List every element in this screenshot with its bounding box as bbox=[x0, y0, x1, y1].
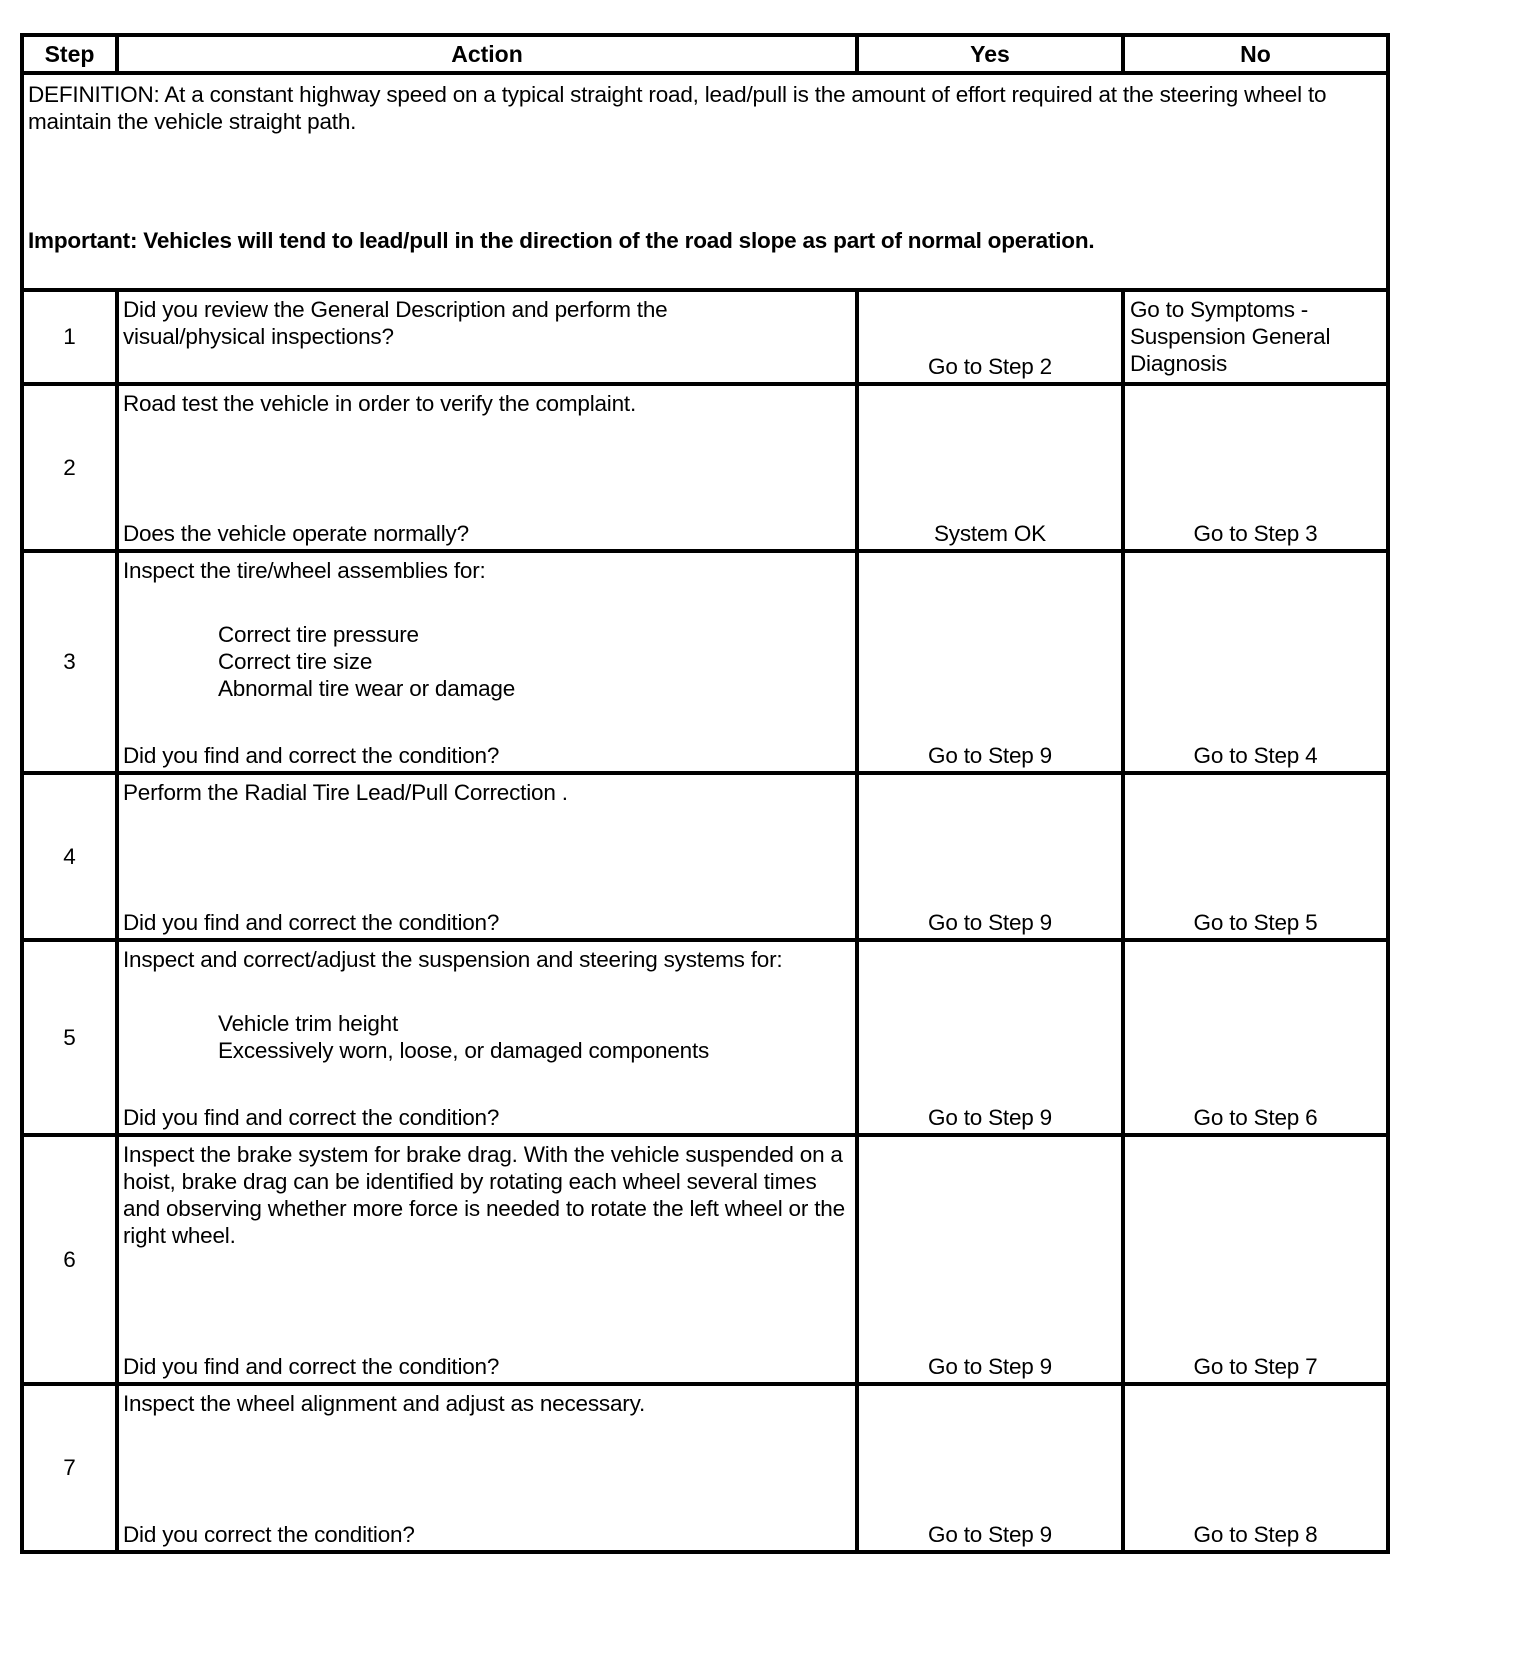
step-number: 7 bbox=[63, 1455, 76, 1480]
step-number: 1 bbox=[63, 324, 76, 349]
action-instruction: Inspect the tire/wheel assemblies for: bbox=[123, 558, 486, 583]
action-cell bbox=[117, 1384, 857, 1552]
no-cell bbox=[1123, 773, 1388, 940]
table-border-bottom bbox=[22, 1550, 1388, 1554]
definition-row bbox=[22, 73, 1388, 290]
header-row bbox=[22, 35, 1388, 73]
yes-link[interactable]: Go to Step 9 bbox=[928, 910, 1052, 935]
row-divider bbox=[22, 382, 1388, 386]
row-divider bbox=[22, 71, 1388, 75]
table-border-left bbox=[20, 33, 24, 1554]
table-border-top bbox=[22, 33, 1388, 37]
action-question: Did you find and correct the condition? bbox=[123, 1105, 500, 1130]
no-link[interactable]: Go to Step 7 bbox=[1193, 1354, 1318, 1379]
yes-cell bbox=[857, 773, 1123, 940]
yes-cell bbox=[857, 940, 1123, 1135]
action-cell bbox=[117, 773, 857, 940]
no-cell bbox=[1123, 940, 1388, 1135]
no-link[interactable]: Go to Step 6 bbox=[1193, 1105, 1318, 1130]
yes-cell bbox=[857, 1384, 1123, 1552]
column-divider bbox=[1121, 288, 1125, 1554]
step-number: 2 bbox=[63, 454, 76, 480]
table-row-step-2 bbox=[22, 384, 1388, 551]
action-item: Correct tire pressure bbox=[218, 622, 419, 647]
action-cell bbox=[117, 290, 857, 384]
column-divider bbox=[855, 288, 859, 1554]
yes-cell bbox=[857, 384, 1123, 551]
action-instruction: Inspect the brake system for brake drag. With the vehicle suspended on a hoist, brake drag can be identified by rotating each wheel several times and observing whether more force is needed to rotate the left wheel or the right wheel. bbox=[123, 1142, 845, 1248]
yes-link[interactable]: Go to Step 2 bbox=[928, 354, 1052, 379]
no-cell bbox=[1123, 551, 1388, 773]
action-instruction: Inspect the wheel alignment and adjust as necessary. bbox=[123, 1391, 645, 1416]
yes-cell bbox=[857, 290, 1123, 384]
step-number: 3 bbox=[63, 649, 76, 674]
no-cell bbox=[1123, 290, 1388, 384]
step-number: 5 bbox=[63, 1024, 76, 1050]
no-link[interactable]: Go to Step 5 bbox=[1193, 910, 1318, 935]
row-divider bbox=[22, 1133, 1388, 1137]
row-divider bbox=[22, 1382, 1388, 1386]
action-cell bbox=[117, 940, 857, 1135]
action-question: Did you find and correct the condition? bbox=[123, 1354, 500, 1379]
table-row-step-3 bbox=[22, 551, 1388, 773]
no-link[interactable]: Go to Step 8 bbox=[1193, 1522, 1318, 1547]
yes-cell bbox=[857, 551, 1123, 773]
yes-link[interactable]: System OK bbox=[934, 521, 1046, 546]
row-divider bbox=[22, 288, 1388, 292]
table-row-step-4 bbox=[22, 773, 1388, 940]
yes-cell bbox=[857, 1135, 1123, 1384]
no-link[interactable]: Go to Symptoms - Suspension General Diagnosis bbox=[1130, 297, 1331, 376]
header-action: Action bbox=[451, 41, 523, 67]
header-step: Step bbox=[44, 41, 95, 67]
table-row-step-7 bbox=[22, 1384, 1388, 1552]
header-no: No bbox=[1240, 41, 1271, 67]
action-cell bbox=[117, 1135, 857, 1384]
table-row-step-6 bbox=[22, 1135, 1388, 1384]
action-instruction: Road test the vehicle in order to verify the complaint. bbox=[123, 391, 637, 416]
action-instruction: Inspect and correct/adjust the suspension and steering systems for: bbox=[123, 947, 783, 972]
row-divider bbox=[22, 771, 1388, 775]
column-divider bbox=[855, 33, 859, 73]
action-instruction: Did you review the General Description and perform the visual/physical inspections? bbox=[123, 297, 668, 349]
step-number: 6 bbox=[63, 1246, 76, 1272]
no-link[interactable]: Go to Step 3 bbox=[1193, 521, 1318, 546]
row-divider bbox=[22, 549, 1388, 553]
important-note: Important: Vehicles will tend to lead/pull in the direction of the road slope as part of normal operation. bbox=[28, 228, 1095, 253]
column-divider bbox=[115, 33, 119, 73]
action-item: Vehicle trim height bbox=[218, 1011, 399, 1036]
no-cell bbox=[1123, 384, 1388, 551]
action-cell bbox=[117, 551, 857, 773]
action-question: Did you find and correct the condition? bbox=[123, 910, 500, 935]
column-divider bbox=[115, 288, 119, 1554]
action-item: Excessively worn, loose, or damaged components bbox=[218, 1038, 710, 1063]
yes-link[interactable]: Go to Step 9 bbox=[928, 1354, 1052, 1379]
action-item: Correct tire size bbox=[218, 649, 373, 674]
no-cell bbox=[1123, 1384, 1388, 1552]
no-link[interactable]: Go to Step 4 bbox=[1193, 743, 1318, 768]
no-cell bbox=[1123, 1135, 1388, 1384]
step-number: 4 bbox=[63, 843, 76, 869]
action-question: Does the vehicle operate normally? bbox=[123, 521, 469, 546]
action-question: Did you correct the condition? bbox=[123, 1522, 415, 1547]
action-question: Did you find and correct the condition? bbox=[123, 743, 500, 768]
table-row-step-1 bbox=[22, 290, 1388, 384]
row-divider bbox=[22, 938, 1388, 942]
action-item: Abnormal tire wear or damage bbox=[218, 676, 516, 701]
column-divider bbox=[1121, 33, 1125, 73]
table-row-step-5 bbox=[22, 940, 1388, 1135]
yes-link[interactable]: Go to Step 9 bbox=[928, 1105, 1052, 1130]
table-border-right bbox=[1386, 33, 1390, 1554]
action-cell bbox=[117, 384, 857, 551]
yes-link[interactable]: Go to Step 9 bbox=[928, 1522, 1052, 1547]
definition-text: DEFINITION: At a constant highway speed on a typical straight road, lead/pull is the amount of effort required at the steering wheel to maintain the vehicle straight path. bbox=[28, 82, 1327, 134]
header-yes: Yes bbox=[970, 41, 1010, 67]
action-instruction: Perform the Radial Tire Lead/Pull Correction . bbox=[123, 780, 568, 805]
yes-link[interactable]: Go to Step 9 bbox=[928, 743, 1052, 768]
